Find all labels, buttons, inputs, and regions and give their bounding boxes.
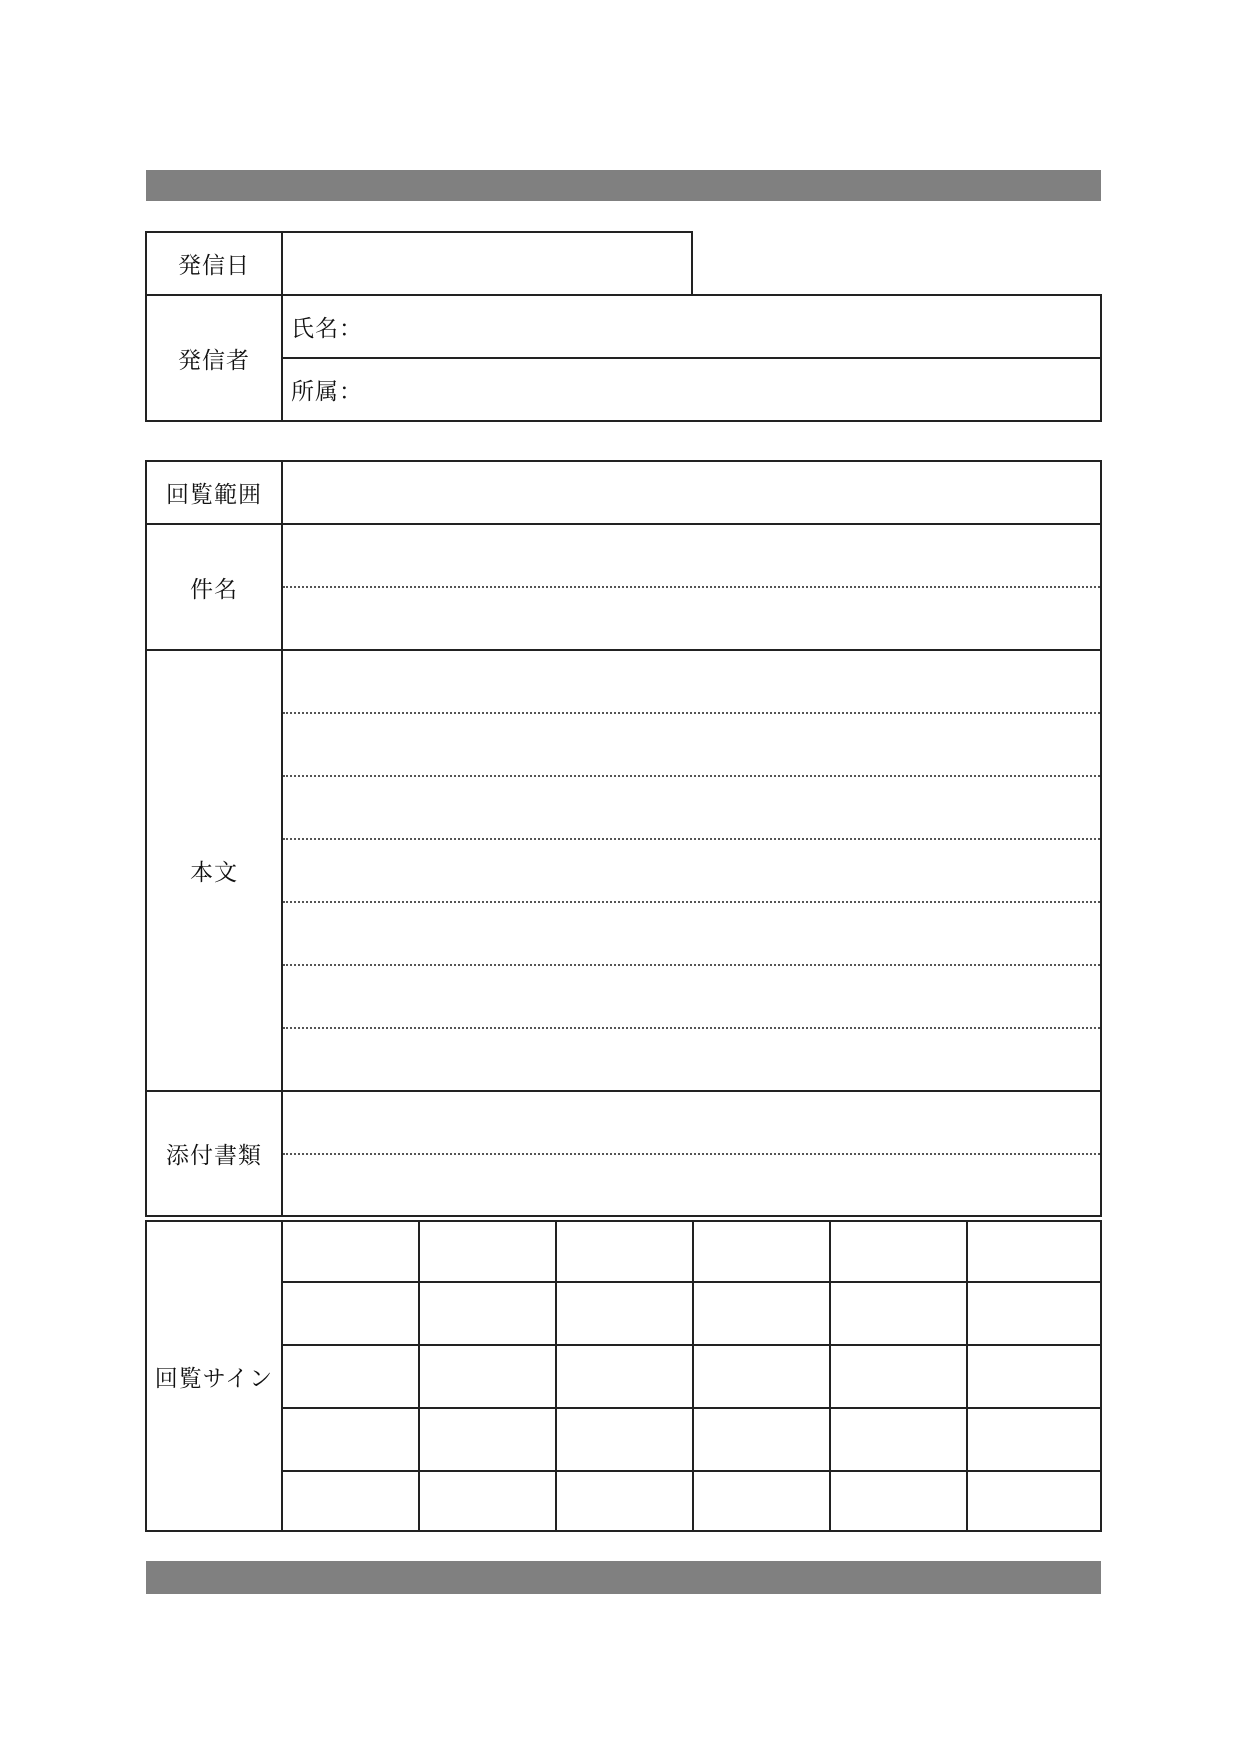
signature-column-divider xyxy=(555,1222,557,1530)
body-label: 本文 xyxy=(145,649,283,1092)
subject-ruled-line xyxy=(283,586,1100,588)
scope-field[interactable] xyxy=(281,460,1102,525)
body-ruled-line xyxy=(283,964,1100,966)
attachments-field[interactable] xyxy=(281,1090,1102,1217)
signature-column-divider xyxy=(829,1222,831,1530)
signature-column-divider xyxy=(692,1222,694,1530)
body-ruled-line xyxy=(283,901,1100,903)
department-label: 所属： xyxy=(291,379,363,405)
date-label: 発信日 xyxy=(145,231,283,296)
attachments-ruled-line xyxy=(283,1153,1100,1155)
signature-column-divider xyxy=(966,1222,968,1530)
signature-grid xyxy=(281,1220,1102,1532)
sender-label: 発信者 xyxy=(145,294,283,422)
signature-column-divider xyxy=(418,1222,420,1530)
subject-field[interactable] xyxy=(281,523,1102,651)
subject-label: 件名 xyxy=(145,523,283,651)
body-ruled-line xyxy=(283,838,1100,840)
body-ruled-line xyxy=(283,1027,1100,1029)
body-field[interactable] xyxy=(281,649,1102,1092)
body-ruled-line xyxy=(283,775,1100,777)
header-band xyxy=(146,170,1101,201)
signature-row-divider xyxy=(283,1344,1100,1346)
signature-row-divider xyxy=(283,1281,1100,1283)
signature-row-divider xyxy=(283,1470,1100,1472)
name-label: 氏名： xyxy=(291,316,363,342)
footer-band xyxy=(146,1561,1101,1594)
body-ruled-line xyxy=(283,712,1100,714)
attachments-label: 添付書類 xyxy=(145,1090,283,1217)
signature-row-divider xyxy=(283,1407,1100,1409)
signature-label: 回覧サイン xyxy=(145,1220,283,1532)
date-field[interactable] xyxy=(281,231,693,296)
name-field[interactable] xyxy=(281,294,1102,359)
department-field[interactable] xyxy=(281,357,1102,422)
scope-label: 回覧範囲 xyxy=(145,460,283,525)
